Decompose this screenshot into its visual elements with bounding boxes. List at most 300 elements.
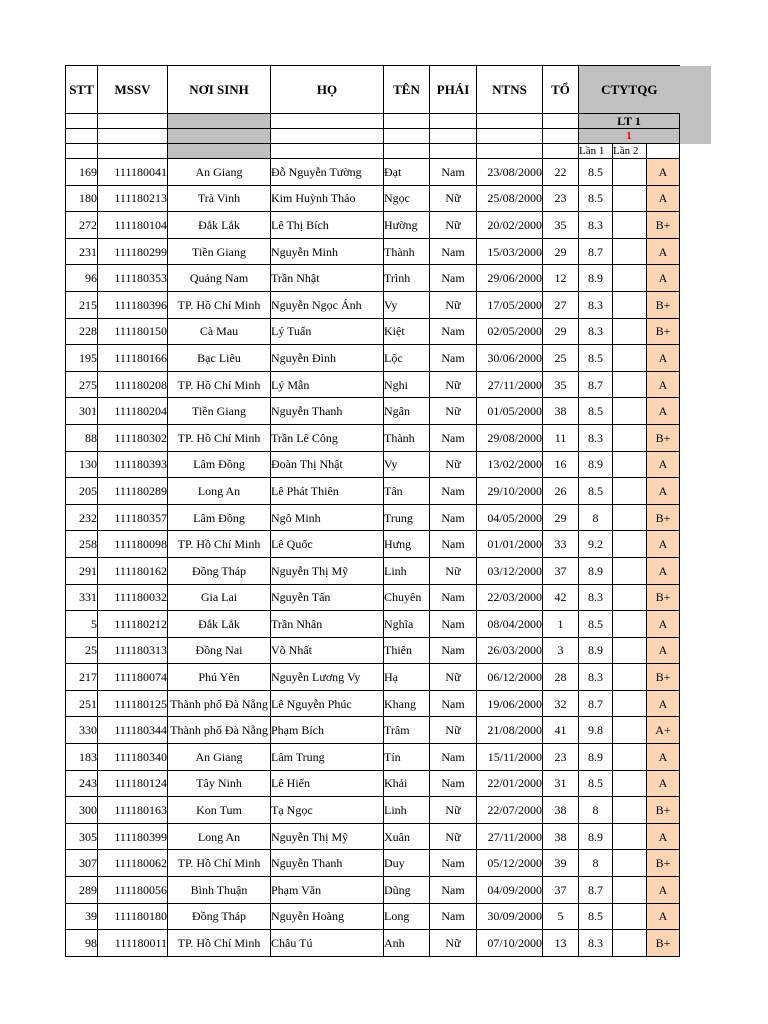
cell-noi-sinh: TP. Hồ Chí Minh bbox=[168, 930, 271, 957]
cell-ho: Nguyễn Hoàng bbox=[271, 903, 384, 930]
cell-noi-sinh: Lâm Đồng bbox=[168, 451, 271, 478]
table-row bbox=[66, 637, 712, 664]
blank-cell bbox=[680, 265, 712, 292]
cell-lan2 bbox=[613, 850, 647, 877]
table-row bbox=[66, 265, 712, 292]
header-gray-extension bbox=[680, 114, 712, 129]
table-row bbox=[66, 584, 712, 611]
cell-to: 29 bbox=[543, 238, 579, 265]
blank-cell bbox=[680, 611, 712, 638]
cell-ntns: 25/08/2000 bbox=[477, 185, 543, 212]
cell-mssv: 111180393 bbox=[98, 451, 168, 478]
cell-noi-sinh: Quảng Nam bbox=[168, 265, 271, 292]
cell-stt: 232 bbox=[66, 504, 98, 531]
cell-ho: Lê Thị Bích bbox=[271, 212, 384, 239]
cell-mssv: 111180357 bbox=[98, 504, 168, 531]
cell-noi-sinh: TP. Hồ Chí Minh bbox=[168, 371, 271, 398]
blank-cell bbox=[271, 144, 384, 159]
cell-ntns: 04/05/2000 bbox=[477, 504, 543, 531]
cell-phai: Nam bbox=[430, 611, 477, 638]
blank-cell bbox=[680, 371, 712, 398]
cell-ntns: 03/12/2000 bbox=[477, 557, 543, 584]
cell-ntns: 29/06/2000 bbox=[477, 265, 543, 292]
cell-grade: B+ bbox=[647, 850, 680, 877]
cell-to: 3 bbox=[543, 637, 579, 664]
blank-cell bbox=[430, 144, 477, 159]
cell-ten: Hưng bbox=[384, 531, 430, 558]
blank-cell bbox=[680, 584, 712, 611]
blank-cell bbox=[680, 451, 712, 478]
table-row bbox=[66, 877, 712, 904]
cell-stt: 331 bbox=[66, 584, 98, 611]
blank-cell bbox=[680, 291, 712, 318]
cell-grade: A bbox=[647, 770, 680, 797]
cell-stt: 205 bbox=[66, 478, 98, 505]
cell-mssv: 111180302 bbox=[98, 424, 168, 451]
cell-lan2 bbox=[613, 877, 647, 904]
cell-ho: Đoàn Thị Nhật bbox=[271, 451, 384, 478]
cell-stt: 25 bbox=[66, 637, 98, 664]
cell-mssv: 111180011 bbox=[98, 930, 168, 957]
cell-noi-sinh: Đồng Tháp bbox=[168, 903, 271, 930]
cell-lan2 bbox=[613, 531, 647, 558]
table-row bbox=[66, 478, 712, 505]
cell-grade: B+ bbox=[647, 664, 680, 691]
blank-cell bbox=[477, 114, 543, 129]
blank-cell bbox=[680, 744, 712, 771]
cell-lan2 bbox=[613, 291, 647, 318]
cell-to: 5 bbox=[543, 903, 579, 930]
blank-cell bbox=[680, 823, 712, 850]
cell-ntns: 30/06/2000 bbox=[477, 345, 543, 372]
cell-ten: Xuân bbox=[384, 823, 430, 850]
blank-cell bbox=[680, 637, 712, 664]
cell-stt: 39 bbox=[66, 903, 98, 930]
cell-noi-sinh: Long An bbox=[168, 823, 271, 850]
cell-lan2 bbox=[613, 611, 647, 638]
blank-cell bbox=[543, 114, 579, 129]
cell-to: 39 bbox=[543, 850, 579, 877]
cell-ntns: 27/11/2000 bbox=[477, 823, 543, 850]
table-row bbox=[66, 185, 712, 212]
cell-lan1: 8.5 bbox=[579, 185, 613, 212]
header-row bbox=[66, 66, 712, 114]
cell-to: 16 bbox=[543, 451, 579, 478]
cell-ten: Lộc bbox=[384, 345, 430, 372]
table-row bbox=[66, 850, 712, 877]
cell-phai: Nam bbox=[430, 744, 477, 771]
cell-phai: Nữ bbox=[430, 185, 477, 212]
cell-noi-sinh: Tiền Giang bbox=[168, 398, 271, 425]
cell-ntns: 29/08/2000 bbox=[477, 424, 543, 451]
header-to: TỔ bbox=[543, 66, 579, 114]
cell-ten: Khang bbox=[384, 690, 430, 717]
cell-ho: Ngô Minh bbox=[271, 504, 384, 531]
table-row bbox=[66, 690, 712, 717]
cell-stt: 98 bbox=[66, 930, 98, 957]
cell-lan1: 8.5 bbox=[579, 159, 613, 186]
grade-sheet-table bbox=[65, 65, 712, 957]
cell-ho: Lê Quốc bbox=[271, 531, 384, 558]
blank-cell bbox=[430, 114, 477, 129]
cell-noi-sinh: Lâm Đồng bbox=[168, 504, 271, 531]
cell-phai: Nữ bbox=[430, 291, 477, 318]
cell-lan1: 8.3 bbox=[579, 291, 613, 318]
cell-stt: 305 bbox=[66, 823, 98, 850]
cell-lan2 bbox=[613, 265, 647, 292]
blank-cell bbox=[680, 185, 712, 212]
cell-lan1: 8.7 bbox=[579, 238, 613, 265]
cell-ntns: 22/03/2000 bbox=[477, 584, 543, 611]
cell-lan1: 8.9 bbox=[579, 637, 613, 664]
cell-lan1: 8.9 bbox=[579, 451, 613, 478]
subheader-row-2 bbox=[66, 129, 712, 144]
cell-mssv: 111180344 bbox=[98, 717, 168, 744]
cell-grade: B+ bbox=[647, 291, 680, 318]
cell-lan2 bbox=[613, 557, 647, 584]
blank-cell bbox=[680, 850, 712, 877]
cell-phai: Nam bbox=[430, 238, 477, 265]
cell-lan1: 8.5 bbox=[579, 478, 613, 505]
cell-ho: Trần Lê Công bbox=[271, 424, 384, 451]
cell-lan1: 8.9 bbox=[579, 265, 613, 292]
cell-ho: Trần Nhật bbox=[271, 265, 384, 292]
table-row bbox=[66, 557, 712, 584]
cell-grade: A bbox=[647, 903, 680, 930]
table-row bbox=[66, 611, 712, 638]
cell-lan1: 8.5 bbox=[579, 345, 613, 372]
cell-lan2 bbox=[613, 398, 647, 425]
cell-noi-sinh: Gia Lai bbox=[168, 584, 271, 611]
cell-noi-sinh: Kon Tum bbox=[168, 797, 271, 824]
cell-grade: A bbox=[647, 637, 680, 664]
header-gray-extension bbox=[680, 129, 712, 144]
cell-ho: Nguyễn Tấn bbox=[271, 584, 384, 611]
cell-ten: Thành bbox=[384, 424, 430, 451]
cell-ten: Long bbox=[384, 903, 430, 930]
cell-to: 28 bbox=[543, 664, 579, 691]
cell-ten: Trình bbox=[384, 265, 430, 292]
cell-lan2 bbox=[613, 159, 647, 186]
cell-lan2 bbox=[613, 238, 647, 265]
cell-noi-sinh: TP. Hồ Chí Minh bbox=[168, 291, 271, 318]
table-row bbox=[66, 531, 712, 558]
cell-ho: Phạm Văn bbox=[271, 877, 384, 904]
cell-grade: A bbox=[647, 185, 680, 212]
cell-ten: Tín bbox=[384, 744, 430, 771]
cell-ho: Châu Tú bbox=[271, 930, 384, 957]
cell-ntns: 19/06/2000 bbox=[477, 690, 543, 717]
cell-ten: Anh bbox=[384, 930, 430, 957]
cell-noi-sinh: Thành phố Đà Nẵng bbox=[168, 717, 271, 744]
cell-ho: Lý Tuấn bbox=[271, 318, 384, 345]
cell-ten: Thành bbox=[384, 238, 430, 265]
table-row bbox=[66, 159, 712, 186]
cell-ntns: 01/05/2000 bbox=[477, 398, 543, 425]
cell-phai: Nam bbox=[430, 850, 477, 877]
blank-cell bbox=[543, 129, 579, 144]
cell-ten: Dũng bbox=[384, 877, 430, 904]
cell-to: 13 bbox=[543, 930, 579, 957]
cell-phai: Nam bbox=[430, 478, 477, 505]
blank-cell bbox=[680, 318, 712, 345]
cell-ten: Duy bbox=[384, 850, 430, 877]
cell-grade: A bbox=[647, 451, 680, 478]
cell-noi-sinh: Trà Vinh bbox=[168, 185, 271, 212]
cell-ho: Võ Nhất bbox=[271, 637, 384, 664]
cell-grade: B+ bbox=[647, 584, 680, 611]
cell-lan1: 8.9 bbox=[579, 557, 613, 584]
cell-noi-sinh: TP. Hồ Chí Minh bbox=[168, 424, 271, 451]
cell-lan2 bbox=[613, 664, 647, 691]
cell-ntns: 06/12/2000 bbox=[477, 664, 543, 691]
cell-lan1: 8.3 bbox=[579, 584, 613, 611]
cell-ntns: 17/05/2000 bbox=[477, 291, 543, 318]
table-row bbox=[66, 930, 712, 957]
table-row bbox=[66, 717, 712, 744]
cell-stt: 183 bbox=[66, 744, 98, 771]
blank-cell bbox=[384, 129, 430, 144]
cell-phai: Nữ bbox=[430, 664, 477, 691]
cell-phai: Nữ bbox=[430, 717, 477, 744]
cell-ntns: 20/02/2000 bbox=[477, 212, 543, 239]
cell-grade: A bbox=[647, 265, 680, 292]
cell-lan2 bbox=[613, 637, 647, 664]
cell-phai: Nữ bbox=[430, 371, 477, 398]
cell-phai: Nữ bbox=[430, 557, 477, 584]
cell-lan2 bbox=[613, 212, 647, 239]
cell-to: 42 bbox=[543, 584, 579, 611]
blank-cell bbox=[98, 144, 168, 159]
cell-grade: B+ bbox=[647, 212, 680, 239]
cell-phai: Nữ bbox=[430, 797, 477, 824]
cell-grade: A bbox=[647, 478, 680, 505]
cell-to: 25 bbox=[543, 345, 579, 372]
cell-phai: Nam bbox=[430, 770, 477, 797]
cell-lan2 bbox=[613, 930, 647, 957]
blank-cell bbox=[477, 144, 543, 159]
header-gray-extension bbox=[680, 66, 712, 114]
cell-ho: Nguyễn Đình bbox=[271, 345, 384, 372]
table-row bbox=[66, 238, 712, 265]
cell-phai: Nữ bbox=[430, 823, 477, 850]
cell-stt: 272 bbox=[66, 212, 98, 239]
cell-to: 33 bbox=[543, 531, 579, 558]
cell-ten: Kiệt bbox=[384, 318, 430, 345]
cell-grade: B+ bbox=[647, 504, 680, 531]
cell-ho: Nguyễn Thị Mỹ bbox=[271, 823, 384, 850]
cell-noi-sinh: Bình Thuận bbox=[168, 877, 271, 904]
cell-ten: Trung bbox=[384, 504, 430, 531]
blank-cell bbox=[384, 144, 430, 159]
blank-cell bbox=[680, 770, 712, 797]
cell-noi-sinh: An Giang bbox=[168, 744, 271, 771]
cell-to: 29 bbox=[543, 318, 579, 345]
cell-lan2 bbox=[613, 717, 647, 744]
cell-lan1: 8.3 bbox=[579, 318, 613, 345]
cell-ntns: 27/11/2000 bbox=[477, 371, 543, 398]
cell-stt: 96 bbox=[66, 265, 98, 292]
cell-ho: Nguyễn Thị Mỹ bbox=[271, 557, 384, 584]
cell-ten: Ngọc bbox=[384, 185, 430, 212]
cell-noi-sinh: Đắk Lắk bbox=[168, 212, 271, 239]
cell-ten: Linh bbox=[384, 557, 430, 584]
header-lan2: Lần 2 bbox=[613, 144, 647, 159]
cell-ho: Lê Phát Thiên bbox=[271, 478, 384, 505]
cell-phai: Nam bbox=[430, 690, 477, 717]
blank-cell bbox=[98, 114, 168, 129]
cell-grade: A bbox=[647, 345, 680, 372]
blank-cell bbox=[680, 717, 712, 744]
table-row bbox=[66, 424, 712, 451]
cell-ho: Nguyễn Thanh bbox=[271, 398, 384, 425]
cell-lan2 bbox=[613, 318, 647, 345]
cell-ntns: 15/11/2000 bbox=[477, 744, 543, 771]
cell-grade: B+ bbox=[647, 930, 680, 957]
cell-mssv: 111180166 bbox=[98, 345, 168, 372]
cell-stt: 301 bbox=[66, 398, 98, 425]
cell-lan1: 8.7 bbox=[579, 690, 613, 717]
cell-grade: A bbox=[647, 371, 680, 398]
cell-ten: Nghi bbox=[384, 371, 430, 398]
cell-lan2 bbox=[613, 903, 647, 930]
blank-cell bbox=[680, 930, 712, 957]
cell-ntns: 22/01/2000 bbox=[477, 770, 543, 797]
cell-ntns: 21/08/2000 bbox=[477, 717, 543, 744]
cell-mssv: 111180124 bbox=[98, 770, 168, 797]
cell-ho: Lê Hiển bbox=[271, 770, 384, 797]
header-ntns: NTNS bbox=[477, 66, 543, 114]
cell-stt: 289 bbox=[66, 877, 98, 904]
cell-ten: Đạt bbox=[384, 159, 430, 186]
cell-mssv: 111180208 bbox=[98, 371, 168, 398]
cell-grade: A bbox=[647, 557, 680, 584]
cell-lan2 bbox=[613, 424, 647, 451]
cell-stt: 195 bbox=[66, 345, 98, 372]
cell-mssv: 111180299 bbox=[98, 238, 168, 265]
cell-to: 38 bbox=[543, 398, 579, 425]
cell-ntns: 01/01/2000 bbox=[477, 531, 543, 558]
cell-mssv: 111180204 bbox=[98, 398, 168, 425]
cell-stt: 258 bbox=[66, 531, 98, 558]
blank-cell bbox=[680, 478, 712, 505]
blank-gray-cell bbox=[168, 129, 271, 144]
cell-ho: Nguyễn Ngọc Ánh bbox=[271, 291, 384, 318]
blank-cell bbox=[430, 129, 477, 144]
cell-ntns: 04/09/2000 bbox=[477, 877, 543, 904]
header-noi-sinh: NƠI SINH bbox=[168, 66, 271, 114]
blank-cell bbox=[66, 144, 98, 159]
table-row bbox=[66, 770, 712, 797]
cell-ho: Đỗ Nguyễn Tường bbox=[271, 159, 384, 186]
table-row bbox=[66, 504, 712, 531]
blank-gray-cell bbox=[168, 144, 271, 159]
table-row bbox=[66, 291, 712, 318]
cell-phai: Nam bbox=[430, 637, 477, 664]
cell-ten: Khải bbox=[384, 770, 430, 797]
cell-mssv: 111180098 bbox=[98, 531, 168, 558]
cell-ho: Kim Huỳnh Thảo bbox=[271, 185, 384, 212]
cell-to: 37 bbox=[543, 557, 579, 584]
cell-lan2 bbox=[613, 185, 647, 212]
cell-grade: A bbox=[647, 611, 680, 638]
blank-cell bbox=[477, 129, 543, 144]
table-row bbox=[66, 212, 712, 239]
cell-to: 38 bbox=[543, 797, 579, 824]
cell-lan2 bbox=[613, 345, 647, 372]
cell-stt: 243 bbox=[66, 770, 98, 797]
blank-cell bbox=[680, 877, 712, 904]
cell-lan1: 8.5 bbox=[579, 398, 613, 425]
cell-ho: Trần Nhân bbox=[271, 611, 384, 638]
cell-noi-sinh: Đồng Tháp bbox=[168, 557, 271, 584]
cell-to: 1 bbox=[543, 611, 579, 638]
cell-mssv: 111180213 bbox=[98, 185, 168, 212]
header-ten: TÊN bbox=[384, 66, 430, 114]
cell-ho: Lê Nguyễn Phúc bbox=[271, 690, 384, 717]
cell-stt: 330 bbox=[66, 717, 98, 744]
blank-cell bbox=[271, 114, 384, 129]
cell-lan2 bbox=[613, 690, 647, 717]
cell-grade: B+ bbox=[647, 797, 680, 824]
cell-noi-sinh: An Giang bbox=[168, 159, 271, 186]
blank-gray-cell bbox=[168, 114, 271, 129]
cell-grade: A bbox=[647, 238, 680, 265]
cell-to: 35 bbox=[543, 371, 579, 398]
cell-phai: Nam bbox=[430, 903, 477, 930]
table-row bbox=[66, 318, 712, 345]
cell-phai: Nam bbox=[430, 531, 477, 558]
cell-lan1: 9.8 bbox=[579, 717, 613, 744]
cell-grade: A bbox=[647, 823, 680, 850]
blank-cell bbox=[680, 398, 712, 425]
blank-cell bbox=[384, 114, 430, 129]
table-row bbox=[66, 345, 712, 372]
cell-grade: A bbox=[647, 398, 680, 425]
cell-to: 31 bbox=[543, 770, 579, 797]
cell-mssv: 111180396 bbox=[98, 291, 168, 318]
cell-stt: 130 bbox=[66, 451, 98, 478]
cell-lan1: 8.3 bbox=[579, 424, 613, 451]
cell-phai: Nam bbox=[430, 877, 477, 904]
cell-ten: Vy bbox=[384, 291, 430, 318]
cell-to: 29 bbox=[543, 504, 579, 531]
cell-noi-sinh: Đắk Lắk bbox=[168, 611, 271, 638]
cell-to: 37 bbox=[543, 877, 579, 904]
cell-mssv: 111180074 bbox=[98, 664, 168, 691]
cell-lan1: 8.7 bbox=[579, 371, 613, 398]
cell-to: 23 bbox=[543, 185, 579, 212]
cell-phai: Nữ bbox=[430, 398, 477, 425]
cell-grade: B+ bbox=[647, 318, 680, 345]
blank-cell bbox=[66, 129, 98, 144]
cell-mssv: 111180162 bbox=[98, 557, 168, 584]
cell-noi-sinh: TP. Hồ Chí Minh bbox=[168, 850, 271, 877]
cell-lan1: 8.5 bbox=[579, 903, 613, 930]
cell-phai: Nam bbox=[430, 265, 477, 292]
cell-grade: A bbox=[647, 877, 680, 904]
cell-ho: Nguyễn Lương Vy bbox=[271, 664, 384, 691]
blank-cell bbox=[271, 129, 384, 144]
cell-ten: Linh bbox=[384, 797, 430, 824]
cell-lan1: 8.3 bbox=[579, 212, 613, 239]
cell-noi-sinh: Tiền Giang bbox=[168, 238, 271, 265]
cell-grade: B+ bbox=[647, 424, 680, 451]
cell-mssv: 111180056 bbox=[98, 877, 168, 904]
cell-ho: Nguyễn Minh bbox=[271, 238, 384, 265]
cell-mssv: 111180032 bbox=[98, 584, 168, 611]
table-row bbox=[66, 398, 712, 425]
